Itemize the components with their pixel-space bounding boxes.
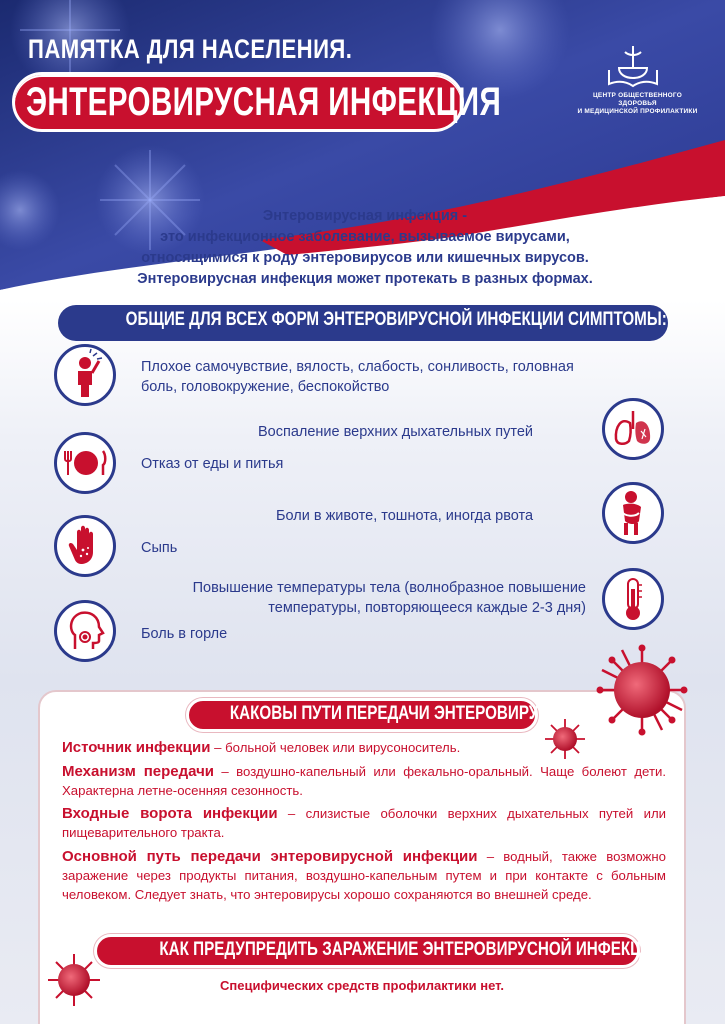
- logo-text-line1: ЦЕНТР ОБЩЕСТВЕННОГО ЗДОРОВЬЯ: [592, 92, 682, 107]
- lungs-icon: [602, 398, 664, 460]
- symptoms-heading: [58, 309, 668, 331]
- logo-text-line2: И МЕДИЦИНСКОЙ ПРОФИЛАКТИКИ: [577, 108, 698, 115]
- symptom-7-text: Боль в горле: [141, 626, 228, 642]
- p2-text: – воздушно-капельный или фекально-оральный. Чаще болеют дети. Характерна летне-осенняя сезонность.: [62, 764, 667, 798]
- transmission-p3: [62, 804, 666, 842]
- p2-bold: Механизм передачи: [62, 763, 215, 780]
- stomach-ache-person-icon: [602, 482, 664, 544]
- symptom-5-text: Сыпь: [141, 540, 178, 556]
- p4-text: – водный, также возможно заражение через продукты питания, воздушно-капельным путем и при контакте с больным человеком. Следует знать, что энтеровирусы хорошо сохраняются во внешней среде.: [62, 849, 666, 902]
- prevention-text: Специфических средств профилактики нет.: [220, 978, 504, 993]
- symptom-4-text: Боли в животе, тошнота, иногда рвота: [276, 508, 534, 524]
- symptom-1-line2: боль, головокружение, беспокойство: [141, 379, 390, 395]
- title-line1: ПАМЯТКА ДЛЯ НАСЕЛЕНИЯ.: [28, 34, 353, 64]
- symptom-6-line2: температуры, повторяющееся каждые 2-3 дня): [268, 600, 586, 616]
- p3-text: – слизистые оболочки верхних дыхательных путей или пищеварительного тракта.: [62, 806, 667, 840]
- prevention-heading-text: КАК ПРЕДУПРЕДИТЬ ЗАРАЖЕНИЕ ЭНТЕРОВИРУСНОЙ ИНФЕКЦИЕЙ?: [159, 939, 683, 960]
- transmission-p1: [62, 738, 666, 757]
- rash-hand-icon: [54, 515, 116, 577]
- intro-text: [70, 206, 660, 290]
- symptoms-heading-text: ОБЩИЕ ДЛЯ ВСЕХ ФОРМ ЭНТЕРОВИРУСНОЙ ИНФЕКЦИИ СИМПТОМЫ:: [125, 309, 667, 330]
- thermometer-icon: [602, 568, 664, 630]
- p4-bold: Основной путь передачи энтеровирусной инфекции: [62, 848, 478, 865]
- headache-person-icon: [54, 344, 116, 406]
- plate-fork-knife-icon: [54, 432, 116, 494]
- sore-throat-icon: [54, 600, 116, 662]
- transmission-p2: [62, 762, 666, 800]
- virus-icon: [592, 640, 692, 740]
- symptom-1-text: [141, 357, 574, 397]
- p3-bold: Входные ворота инфекции: [62, 805, 278, 822]
- p1-bold: Источник инфекции: [62, 739, 211, 756]
- transmission-heading-text: КАКОВЫ ПУТИ ПЕРЕДАЧИ ЭНТЕРОВИРУСОВ?: [229, 703, 581, 724]
- intro-line4: Энтеровирусная инфекция может протекать в разных формах.: [137, 271, 593, 287]
- intro-line3: относящимися к роду энтеровирусов или кишечных вирусов.: [141, 250, 589, 266]
- bowl-of-hygieia-book-icon: [605, 44, 661, 88]
- symptom-6-text: [114, 578, 586, 618]
- intro-line1: Энтеровирусная инфекция -: [262, 208, 468, 224]
- symptom-1-line1: Плохое самочувствие, вялость, слабость, сонливость, головная: [141, 359, 574, 375]
- intro-line2: это инфекционное заболевание, вызываемое вирусами,: [160, 229, 570, 245]
- symptom-6-line1: Повышение температуры тела (волнобразное повышение: [192, 580, 586, 596]
- prevention-heading: [94, 939, 683, 961]
- transmission-p4: [62, 847, 666, 904]
- symptom-2-text: Воспаление верхних дыхательных путей: [258, 424, 534, 440]
- p1-text: – больной человек или вирусоноситель.: [210, 740, 461, 755]
- title-line2: ЭНТЕРОВИРУСНАЯ ИНФЕКЦИЯ: [26, 80, 502, 124]
- transmission-heading: [186, 703, 581, 725]
- logo-text: [575, 92, 700, 116]
- symptom-3-text: Отказ от еды и питья: [141, 456, 284, 472]
